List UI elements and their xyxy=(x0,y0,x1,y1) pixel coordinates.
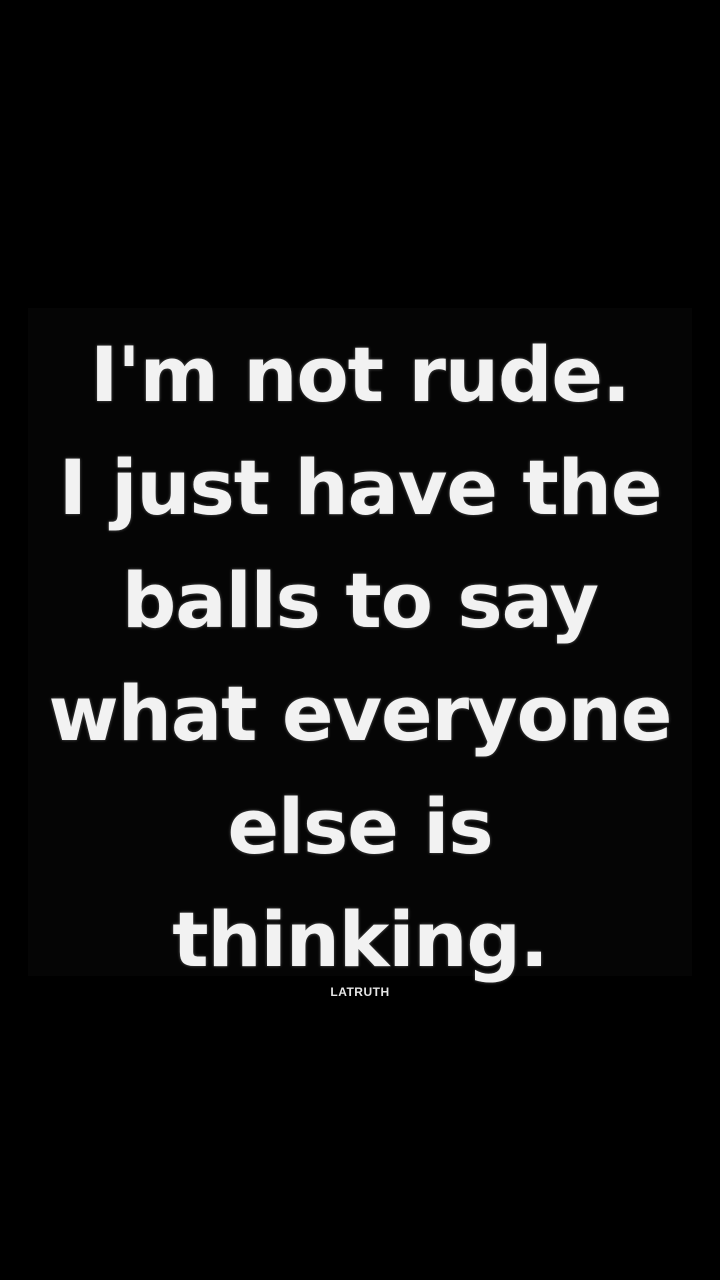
quote-line: I just have the xyxy=(58,443,662,532)
quote-line: balls to say xyxy=(121,556,599,645)
quote-line: I'm not rude. xyxy=(90,330,630,419)
quote-line: else is xyxy=(227,782,493,871)
quote-text xyxy=(0,318,720,996)
quote-line: thinking. xyxy=(172,895,548,984)
quote-line: what everyone xyxy=(48,669,672,758)
watermark-label: LATRUTH xyxy=(330,985,390,999)
